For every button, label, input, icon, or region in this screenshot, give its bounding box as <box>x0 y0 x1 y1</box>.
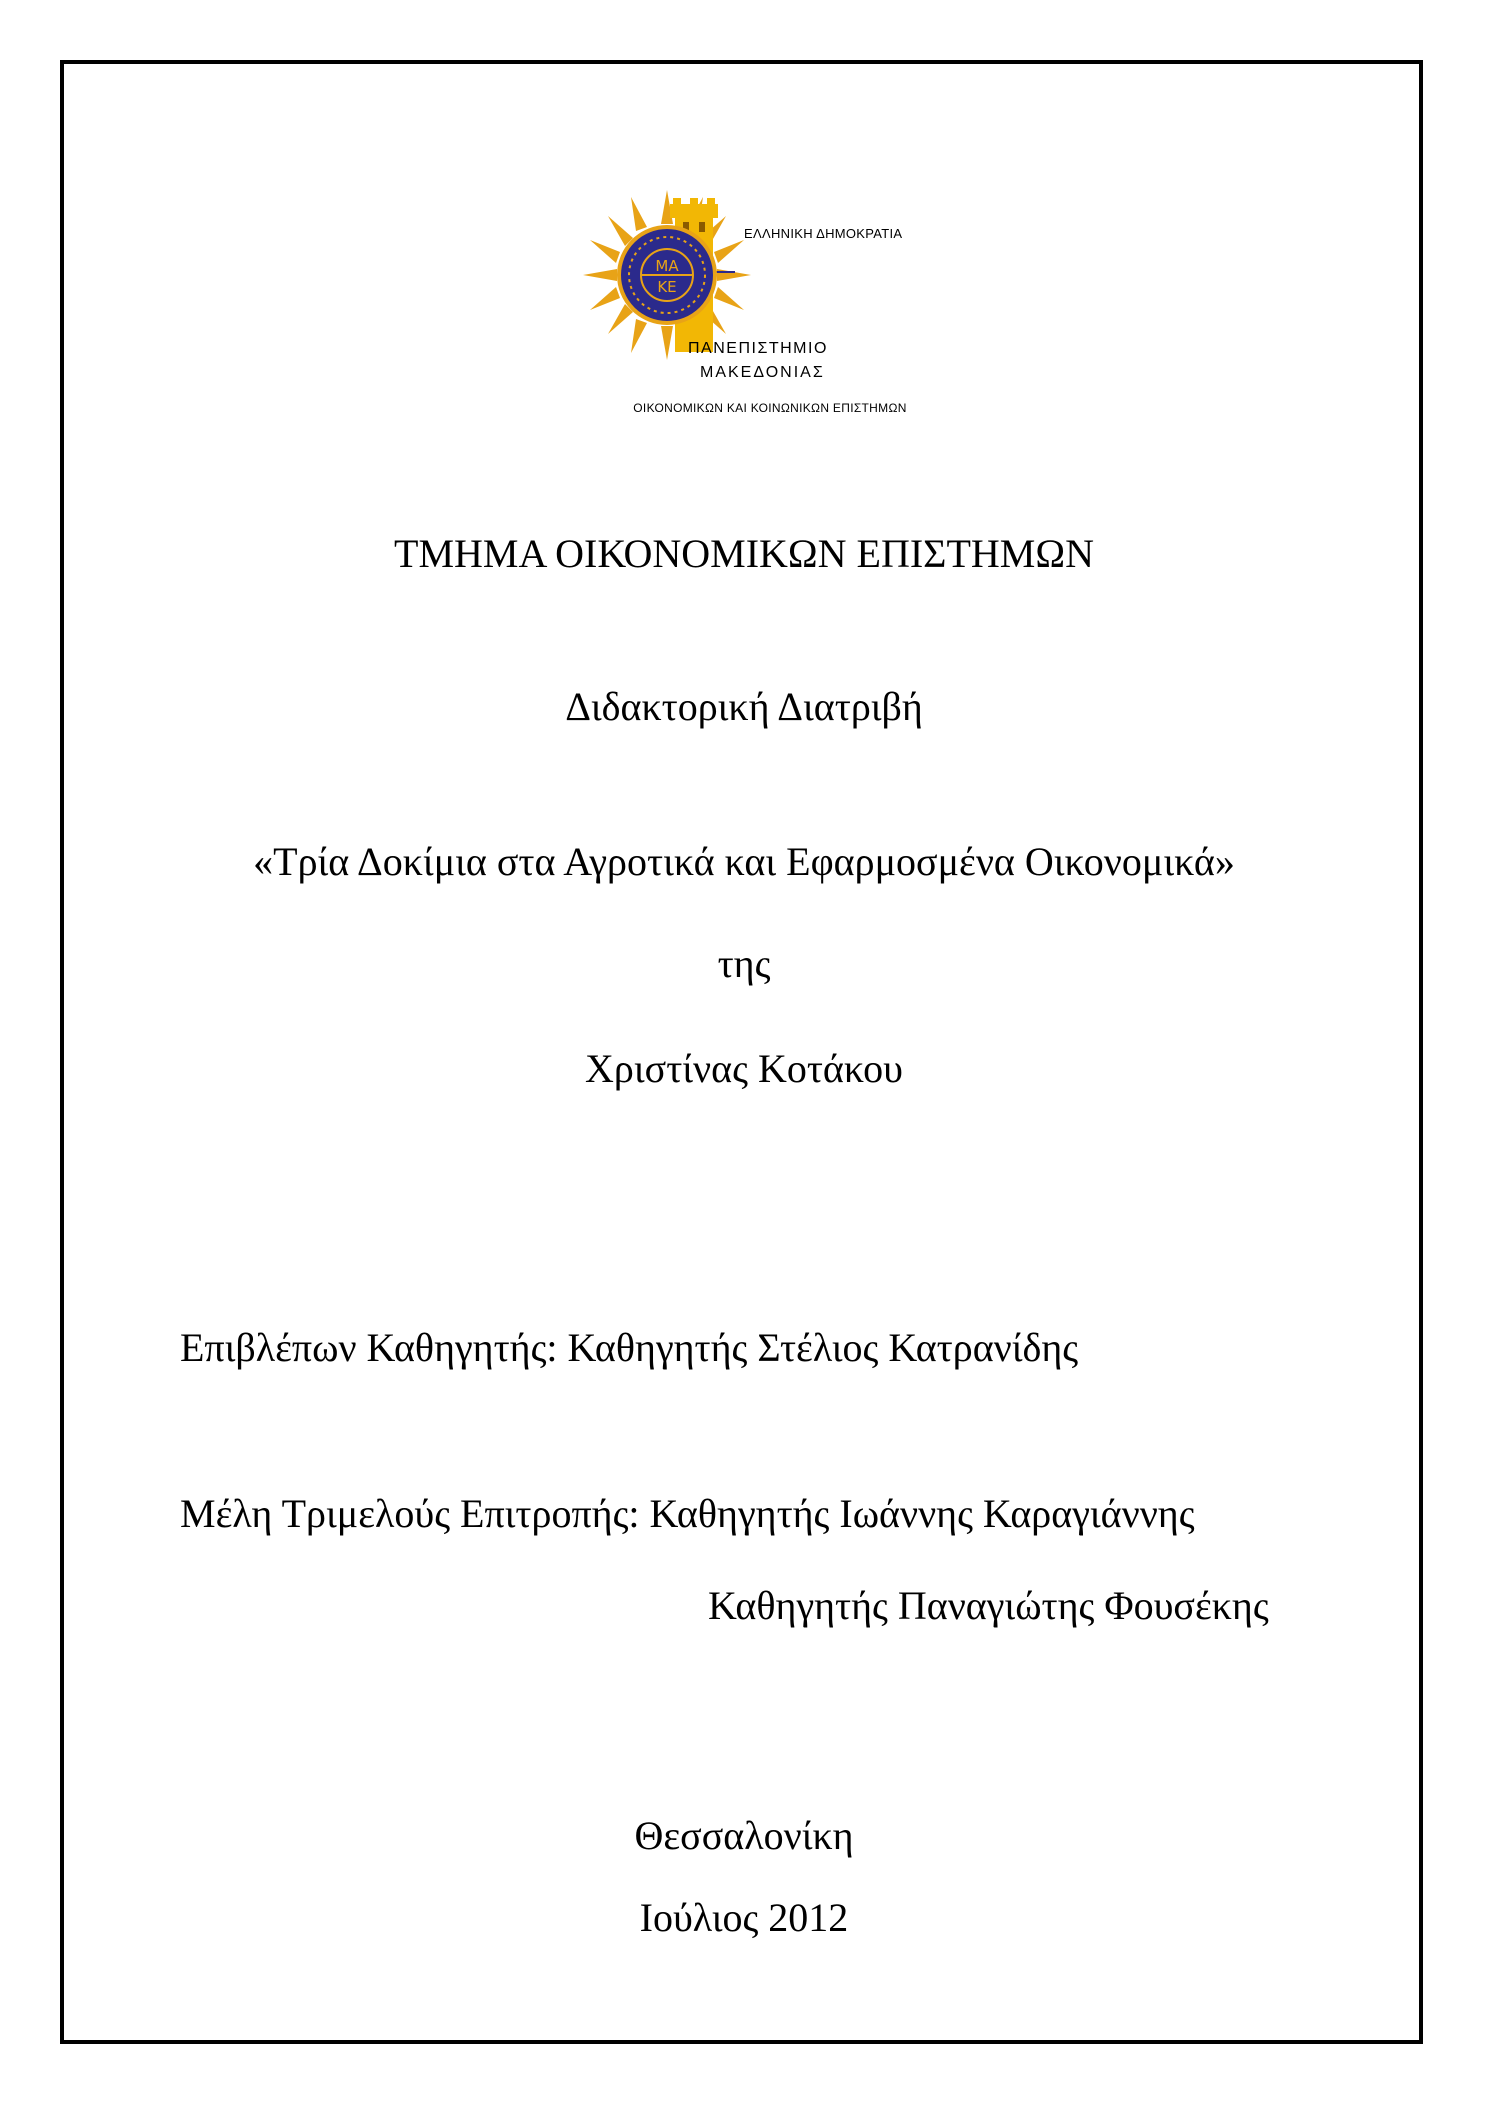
committee-line-2: Καθηγητής Παναγιώτης Φουσέκης <box>708 1583 1269 1628</box>
logo-text-top: ΕΛΛΗΝΙΚΗ ΔΗΜΟΚΡΑΤΙΑ <box>744 226 903 241</box>
sun-seal-icon <box>575 182 965 422</box>
document-type: Διδακτορική Διατριβή <box>565 684 923 729</box>
place: Θεσσαλονίκη <box>634 1813 854 1858</box>
seal-text-top: ΜΑ <box>655 257 679 275</box>
university-logo <box>575 182 965 422</box>
supervisor-line: Επιβλέπων Καθηγητής: Καθηγητής Στέλιος Κατρανίδης <box>180 1325 1079 1370</box>
author-name: Χριστίνας Κοτάκου <box>585 1046 903 1091</box>
department-heading: ΤΜΗΜΑ ΟΙΚΟΝΟΜΙΚΩΝ ΕΠΙΣΤΗΜΩΝ <box>394 531 1094 576</box>
author-prefix: της <box>717 941 771 986</box>
thesis-title: «Τρία Δοκίμια στα Αγροτικά και Εφαρμοσμένα Οικονομικά» <box>253 839 1235 884</box>
committee-line-1: Μέλη Τριμελούς Επιτροπής: Καθηγητής Ιωάννης Καραγιάννης <box>180 1491 1195 1536</box>
logo-text-bottom: ΟΙΚΟΝΟΜΙΚΩΝ ΚΑΙ ΚΟΙΝΩΝΙΚΩΝ ΕΠΙΣΤΗΜΩΝ <box>633 401 907 415</box>
seal-text-bottom: ΚΕ <box>657 278 677 296</box>
date: Ιούλιος 2012 <box>639 1895 849 1940</box>
logo-university-name-line1: ΠΑΝΕΠΙΣΤΗΜΙΟ <box>688 340 828 357</box>
logo-university-name-line2: ΜΑΚΕΔΟΝΙΑΣ <box>700 364 825 381</box>
